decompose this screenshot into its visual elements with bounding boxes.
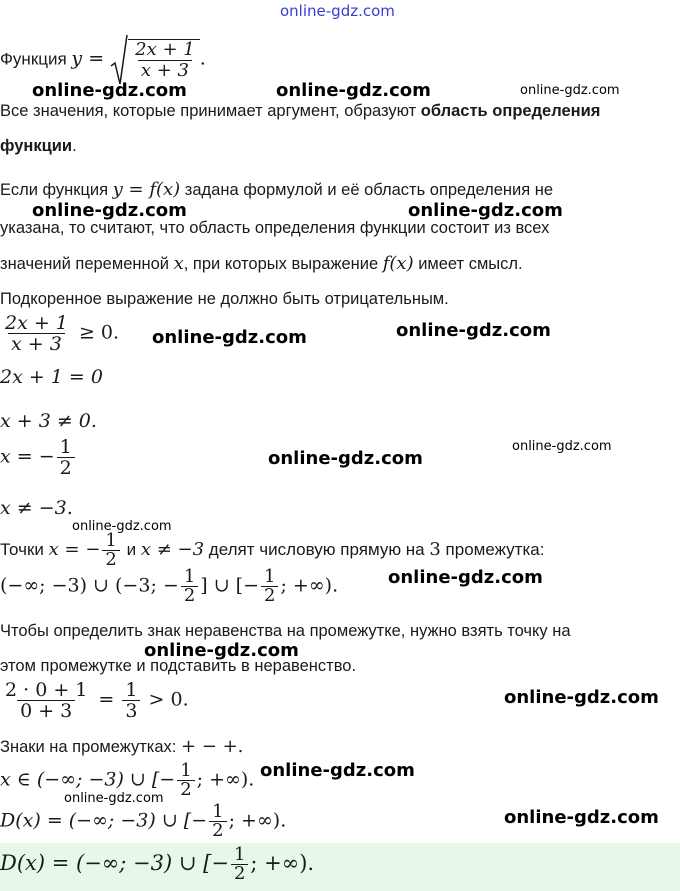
- fraction: [261, 568, 278, 605]
- fraction: [102, 532, 119, 569]
- math-expr: (−∞; −3) ∪ (−3; −: [0, 574, 179, 597]
- fraction: [122, 680, 140, 721]
- fraction: [57, 437, 75, 478]
- equation-numerator: 2x + 1 = 0: [0, 366, 103, 388]
- para-text: задана формулой и её область определения не: [180, 181, 554, 199]
- excluded-point: x ≠ −3.: [0, 497, 73, 519]
- watermark: online-gdz.com: [504, 687, 659, 708]
- watermark: online-gdz.com: [152, 327, 307, 348]
- frac-den: 3: [122, 700, 140, 721]
- para-text: Точки: [0, 539, 49, 559]
- var-x: x: [173, 253, 184, 274]
- para-def-3: [0, 254, 523, 274]
- frac-den: 2: [181, 586, 198, 605]
- watermark: online-gdz.com: [72, 519, 172, 534]
- fraction: [231, 846, 248, 883]
- answer-line: [0, 846, 314, 883]
- watermark: online-gdz.com: [520, 83, 620, 98]
- watermark: online-gdz.com: [32, 200, 187, 221]
- frac-den: 2: [57, 457, 75, 478]
- frac-den: 2: [209, 821, 226, 840]
- watermark: online-gdz.com: [504, 807, 659, 828]
- points-line: [0, 532, 544, 569]
- math-expr: ≥ 0.: [72, 321, 120, 344]
- condition-denominator: x + 3 ≠ 0.: [0, 410, 97, 432]
- frac-num: 1: [233, 844, 246, 865]
- math-expr: ; +∞).: [280, 574, 339, 597]
- domain-line: [0, 803, 286, 840]
- function-line: [0, 34, 206, 86]
- inequality-line: [0, 313, 119, 354]
- equals-sign: =: [82, 47, 111, 70]
- equals-sign: =: [92, 688, 121, 711]
- math-expr: f(x): [382, 253, 414, 274]
- para-text: и: [121, 539, 141, 559]
- watermark: online-gdz.com: [388, 567, 543, 588]
- fraction: [177, 762, 194, 799]
- fraction: [181, 568, 198, 605]
- para-sign-2: этом промежутке и подставить в неравенство.: [0, 657, 357, 675]
- frac-num: 1: [180, 760, 192, 781]
- frac-num: 2 · 0 + 1: [5, 679, 88, 701]
- para-text: , при которых выражение: [183, 255, 383, 273]
- square-root: [110, 34, 200, 86]
- var-y: y: [71, 47, 83, 70]
- frac-den: 2: [261, 586, 278, 605]
- watermark: online-gdz.com: [268, 448, 423, 469]
- frac-num: 2x + 1: [135, 39, 195, 60]
- math-expr: D(x) = (−∞; −3) ∪ [−: [0, 809, 208, 832]
- root-line: [0, 437, 77, 478]
- para-radicand: Подкоренное выражение не должно быть отрицательным.: [0, 290, 449, 308]
- para-domain-2: [0, 136, 77, 156]
- frac-num: 1: [212, 801, 224, 822]
- math-expr: ; +∞).: [228, 809, 287, 832]
- math-expr: ; +∞).: [196, 768, 255, 791]
- math-expr: ; +∞).: [250, 851, 315, 875]
- frac-num: 1: [183, 566, 196, 587]
- signs-line: [0, 737, 243, 757]
- radical-sign-icon: [110, 34, 128, 86]
- watermark: online-gdz.com: [64, 791, 164, 806]
- para-text: Если функция: [0, 181, 113, 199]
- intervals-line: [0, 568, 338, 605]
- function-label: Функция: [0, 49, 72, 69]
- math-expr: x ∈ (−∞; −3) ∪ [−: [0, 768, 176, 791]
- test-point-line: [0, 680, 189, 721]
- frac-num: 1: [59, 436, 72, 458]
- period: .: [199, 47, 206, 70]
- para-text: делят числовую прямую на: [204, 539, 430, 559]
- frac-num: 2x + 1: [5, 312, 68, 334]
- bold-term: область определения: [420, 102, 601, 120]
- period: .: [72, 137, 77, 155]
- inequality-fraction: [2, 313, 71, 354]
- math-expr: + − +.: [180, 736, 244, 757]
- frac-num: 1: [264, 566, 276, 587]
- math-expr: ] ∪ [−: [200, 574, 260, 597]
- watermark: online-gdz.com: [396, 320, 551, 341]
- root-fraction: [132, 40, 198, 81]
- para-domain-1: [0, 101, 600, 121]
- math-expr: y = f(x): [112, 179, 181, 200]
- frac-num: 1: [125, 679, 138, 701]
- watermark: online-gdz.com: [32, 80, 187, 101]
- math-expr: D(x) = (−∞; −3) ∪ [−: [0, 851, 229, 875]
- para-text: значений переменной: [0, 255, 174, 273]
- watermark-top: online-gdz.com: [280, 2, 395, 20]
- para-text: имеет смысл.: [413, 255, 523, 273]
- fraction: [2, 680, 90, 721]
- math-expr: 3: [429, 538, 441, 560]
- watermark: online-gdz.com: [144, 640, 299, 661]
- frac-den: 0 + 3: [17, 700, 75, 721]
- para-text: Все значения, которые принимает аргумент, образуют: [0, 102, 421, 120]
- frac-den: x + 3: [138, 60, 192, 81]
- frac-den: 2: [177, 780, 194, 799]
- math-expr: > 0.: [142, 688, 189, 711]
- para-def-2: указана, то считают, что область определения функции состоит из всех: [0, 219, 550, 237]
- frac-num: 1: [105, 530, 117, 551]
- math-expr: x = −: [48, 538, 101, 560]
- frac-den: x + 3: [8, 333, 65, 354]
- frac-den: 2: [102, 550, 119, 569]
- fraction: [209, 803, 226, 840]
- para-text: промежутка:: [440, 539, 545, 559]
- para-def-1: [0, 180, 553, 200]
- watermark: online-gdz.com: [512, 439, 612, 454]
- bold-term: функции: [0, 137, 73, 155]
- para-text: Знаки на промежутках:: [0, 738, 181, 756]
- math-expr: x = −: [0, 445, 55, 468]
- frac-den: 2: [231, 864, 248, 883]
- math-expr: x ≠ −3: [140, 538, 205, 560]
- watermark: online-gdz.com: [276, 80, 431, 101]
- watermark: online-gdz.com: [260, 760, 415, 781]
- para-sign-1: Чтобы определить знак неравенства на промежутке, нужно взять точку на: [0, 622, 571, 640]
- watermark: online-gdz.com: [408, 200, 563, 221]
